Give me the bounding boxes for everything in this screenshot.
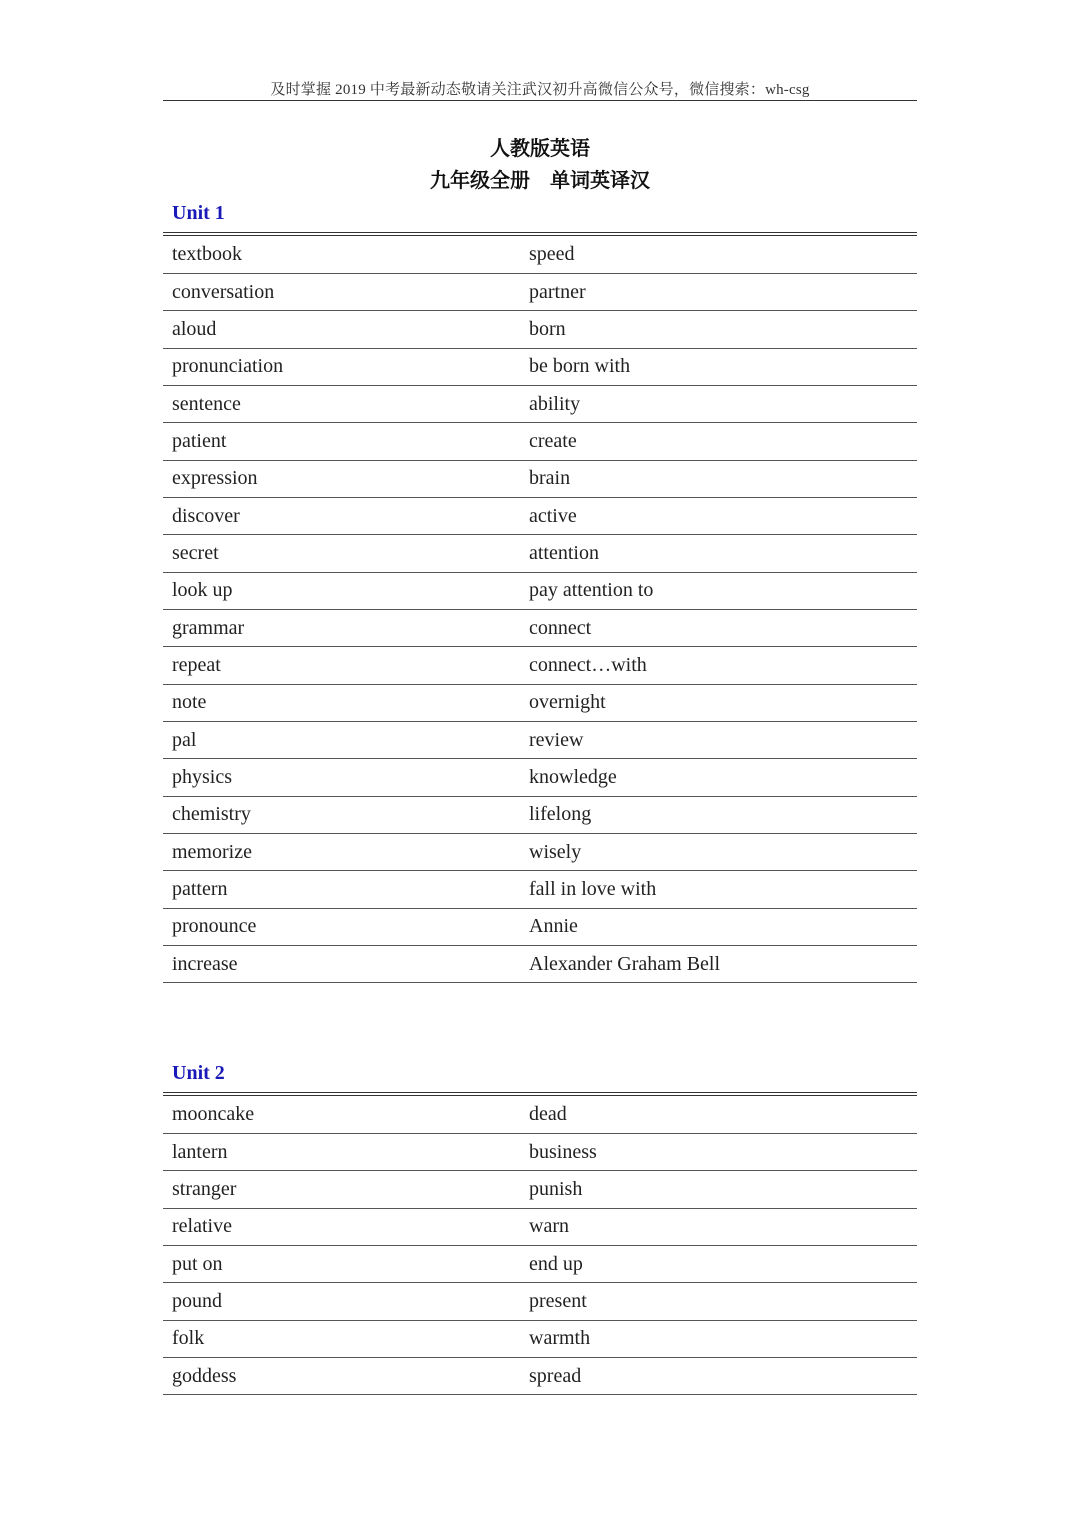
table-row xyxy=(163,684,917,721)
english-word: partner xyxy=(521,273,917,310)
english-word: wisely xyxy=(521,834,917,871)
table-row xyxy=(163,647,917,684)
english-word: pronounce xyxy=(163,908,521,945)
table-row xyxy=(163,1208,917,1245)
table-row xyxy=(163,497,917,534)
page-header-notice: 及时掌握 2019 中考最新动态敬请关注武汉初升高微信公众号，微信搜索：wh-csg xyxy=(270,82,810,98)
table-row xyxy=(163,1171,917,1208)
table-row xyxy=(163,1096,917,1133)
header-divider xyxy=(163,100,917,101)
english-word: ability xyxy=(521,385,917,422)
table-row xyxy=(163,908,917,945)
table-row xyxy=(163,834,917,871)
english-word: put on xyxy=(163,1245,521,1282)
english-word: connect xyxy=(521,609,917,646)
table-row xyxy=(163,796,917,833)
english-word: look up xyxy=(163,572,521,609)
english-word: note xyxy=(163,684,521,721)
table-row xyxy=(163,535,917,572)
table-row xyxy=(163,385,917,422)
english-word: increase xyxy=(163,946,521,983)
table-row xyxy=(163,871,917,908)
table-row xyxy=(163,311,917,348)
english-word: brain xyxy=(521,460,917,497)
english-word: fall in love with xyxy=(521,871,917,908)
table-row xyxy=(163,423,917,460)
unit-2-vocab-table xyxy=(163,1096,917,1395)
unit-1-table-body xyxy=(163,236,917,983)
unit-2-heading: Unit 2 xyxy=(172,1062,225,1084)
english-word: dead xyxy=(521,1096,917,1133)
english-word: sentence xyxy=(163,385,521,422)
english-word: stranger xyxy=(163,1171,521,1208)
english-word: lantern xyxy=(163,1133,521,1170)
english-word: warn xyxy=(521,1208,917,1245)
english-word: speed xyxy=(521,236,917,273)
english-word: chemistry xyxy=(163,796,521,833)
english-word: expression xyxy=(163,460,521,497)
english-word: patient xyxy=(163,423,521,460)
table-row xyxy=(163,348,917,385)
english-word: warmth xyxy=(521,1320,917,1357)
english-word: pal xyxy=(163,721,521,758)
table-row xyxy=(163,759,917,796)
english-word: goddess xyxy=(163,1357,521,1394)
english-word: business xyxy=(521,1133,917,1170)
english-word: relative xyxy=(163,1208,521,1245)
unit-1-vocab-table xyxy=(163,236,917,983)
table-row xyxy=(163,1133,917,1170)
english-word: review xyxy=(521,721,917,758)
english-word: punish xyxy=(521,1171,917,1208)
english-word: spread xyxy=(521,1357,917,1394)
table-row xyxy=(163,572,917,609)
english-word: born xyxy=(521,311,917,348)
english-word: mooncake xyxy=(163,1096,521,1133)
english-word: conversation xyxy=(163,273,521,310)
unit-1-heading: Unit 1 xyxy=(172,202,225,224)
table-row xyxy=(163,1357,917,1394)
table-row xyxy=(163,273,917,310)
table-row xyxy=(163,1245,917,1282)
document-subtitle: 九年级全册 单词英译汉 xyxy=(430,170,650,192)
english-word: Alexander Graham Bell xyxy=(521,946,917,983)
english-word: repeat xyxy=(163,647,521,684)
table-row xyxy=(163,1283,917,1320)
english-word: discover xyxy=(163,497,521,534)
english-word: secret xyxy=(163,535,521,572)
english-word: end up xyxy=(521,1245,917,1282)
english-word: Annie xyxy=(521,908,917,945)
english-word: active xyxy=(521,497,917,534)
english-word: aloud xyxy=(163,311,521,348)
english-word: attention xyxy=(521,535,917,572)
table-row xyxy=(163,1320,917,1357)
english-word: be born with xyxy=(521,348,917,385)
unit-2-table-body xyxy=(163,1096,917,1395)
english-word: memorize xyxy=(163,834,521,871)
english-word: present xyxy=(521,1283,917,1320)
table-row xyxy=(163,460,917,497)
table-row xyxy=(163,946,917,983)
english-word: pound xyxy=(163,1283,521,1320)
english-word: grammar xyxy=(163,609,521,646)
table-row xyxy=(163,721,917,758)
document-title: 人教版英语 xyxy=(490,138,590,160)
english-word: knowledge xyxy=(521,759,917,796)
table-row xyxy=(163,236,917,273)
english-word: pronunciation xyxy=(163,348,521,385)
english-word: create xyxy=(521,423,917,460)
english-word: folk xyxy=(163,1320,521,1357)
english-word: pattern xyxy=(163,871,521,908)
english-word: overnight xyxy=(521,684,917,721)
english-word: lifelong xyxy=(521,796,917,833)
english-word: connect…with xyxy=(521,647,917,684)
table-row xyxy=(163,609,917,646)
english-word: physics xyxy=(163,759,521,796)
english-word: textbook xyxy=(163,236,521,273)
english-word: pay attention to xyxy=(521,572,917,609)
